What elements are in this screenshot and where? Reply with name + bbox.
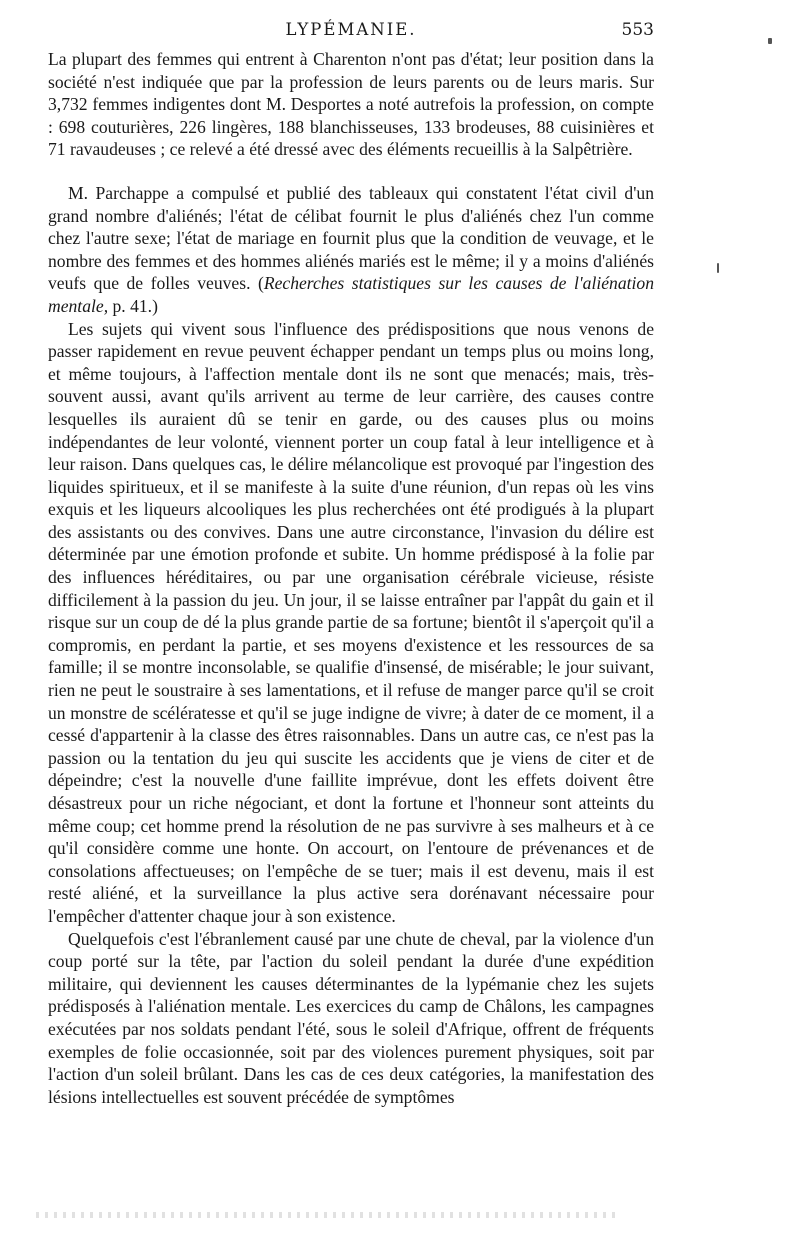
page-header — [48, 18, 654, 42]
running-title: LYPÉMANIE. — [285, 20, 417, 39]
paragraph-determining-causes: Les sujets qui vivent sous l'influence des prédispositions que nous venons de passer rapidement en revue peuvent échapper pendant un temps plus ou moins long, et même toujours, à l'affection mentale dont ils ne sont que menacés; mais, très-souvent aussi, avant qu'ils arrivent au terme de leur carrière, des causes contre lesquelles ils auraient dû se tenir en garde, ou des causes plus ou moins indépendantes de leur volonté, viennent porter un coup fatal à leur intelligence et à leur raison. Dans quelques cas, le délire mélancolique est provoqué par l'ingestion des liquides spiritueux, et il se manifeste à la suite d'une réunion, d'un repas où les vins exquis et les liqueurs alcooliques les plus recherchées ont été prodigués à la plupart des assistants ou des convives. Dans une autre circonstance, l'invasion du délire est déterminée par une émotion profonde et subite. Un homme prédisposé à la folie par des influences héréditaires, ou par une organisation cérébrale vicieuse, résiste difficilement à la passion du jeu. Un jour, il se laisse entraîner par l'appât du gain et il risque sur un coup de dé la plus grande partie de sa fortune; bientôt il s'aperçoit qu'il a compromis, en perdant la partie, et ses moyens d'existence et les ressources de sa famille; il se montre inconsolable, se qualifie d'insensé, de misérable; le jour suivant, rien ne peut le soustraire à ses lamentations, et il refuse de manger parce qu'il se croit un monstre de scélératesse et qu'il se juge indigne de vivre; à dater de ce moment, il a cessé d'appartenir à la classe des êtres raisonnables. Dans un autre cas, ce n'est pas la passion ou la tentation du jeu qui suscite les accidents que je viens de citer et de dépeindre; c'est la nouvelle d'une faillite imprévue, dont les effets doivent être désastreux pour un riche négociant, et dont la fortune et l'honneur sont atteints du même coup; cet homme prend la résolution de ne pas survivre à ses malheurs et à ce qu'il considère comme une honte. On accourt, on l'entoure de prévenances et de consolations affectueuses; on l'empêche de se tuer; mais il est devenu, mais il est resté aliéné, et la surveillance la plus active sera dorénavant nécessaire pour l'empêcher d'attenter chaque jour à son existence. — [48, 318, 654, 926]
body-text — [48, 48, 654, 1108]
paragraph-professions: La plupart des femmes qui entrent à Charenton n'ont pas d'état; leur position dans la société n'est indiquée que par la profession de leurs parents ou de leurs maris. Sur 3,732 femmes indigentes dont M. Desportes a noté autrefois la profession, on compte : 698 couturières, 226 lingères, 188 blanchisseuses, 133 brodeuses, 88 cuisinières et 71 ravaudeuses ; ce relevé a été dressé avec des éléments recueillis à la Salpêtrière. — [48, 49, 654, 160]
paragraph-parchappe-text: M. Parchappe a compulsé et publié des tableaux qui constatent l'état civil d'un grand nombre d'aliénés; l'état de célibat fournit le plus d'aliénés chez l'un comme chez l'autre sexe; l'état de mariage en fournit plus que la condition de veuvage, et le nombre des femmes et des hommes aliénés mariés est le même; il y a moins d'aliénés veufs que de folles veuves. ( — [48, 182, 654, 294]
citation-title: Recherches statistiques sur les causes de l'aliénation mentale, — [48, 273, 654, 316]
margin-ink-mark — [717, 263, 719, 273]
page-number: 553 — [621, 20, 654, 40]
paragraph-parchappe — [48, 182, 654, 318]
citation-page: p. 41.) — [108, 295, 158, 316]
scan-bottom-noise — [36, 1212, 616, 1218]
margin-ink-mark — [768, 38, 772, 44]
paragraph-physical-causes: Quelquefois c'est l'ébranlement causé par une chute de cheval, par la violence d'un coup porté sur la tête, par l'action du soleil pendant la durée d'une expédition militaire, qui deviennent les causes déterminantes de la lypémanie chez les sujets prédisposés à l'aliénation mentale. Les exercices du camp de Châlons, les campagnes exécutées par nos soldats pendant l'été, sous le soleil d'Afrique, offrent de fréquents exemples de folie occasionnée, soit par des violences purement physiques, soit par l'action d'un soleil brûlant. Dans les cas de ces deux catégories, la manifestation des lésions intellectuelles est souvent précédée de symptômes — [48, 928, 654, 1107]
